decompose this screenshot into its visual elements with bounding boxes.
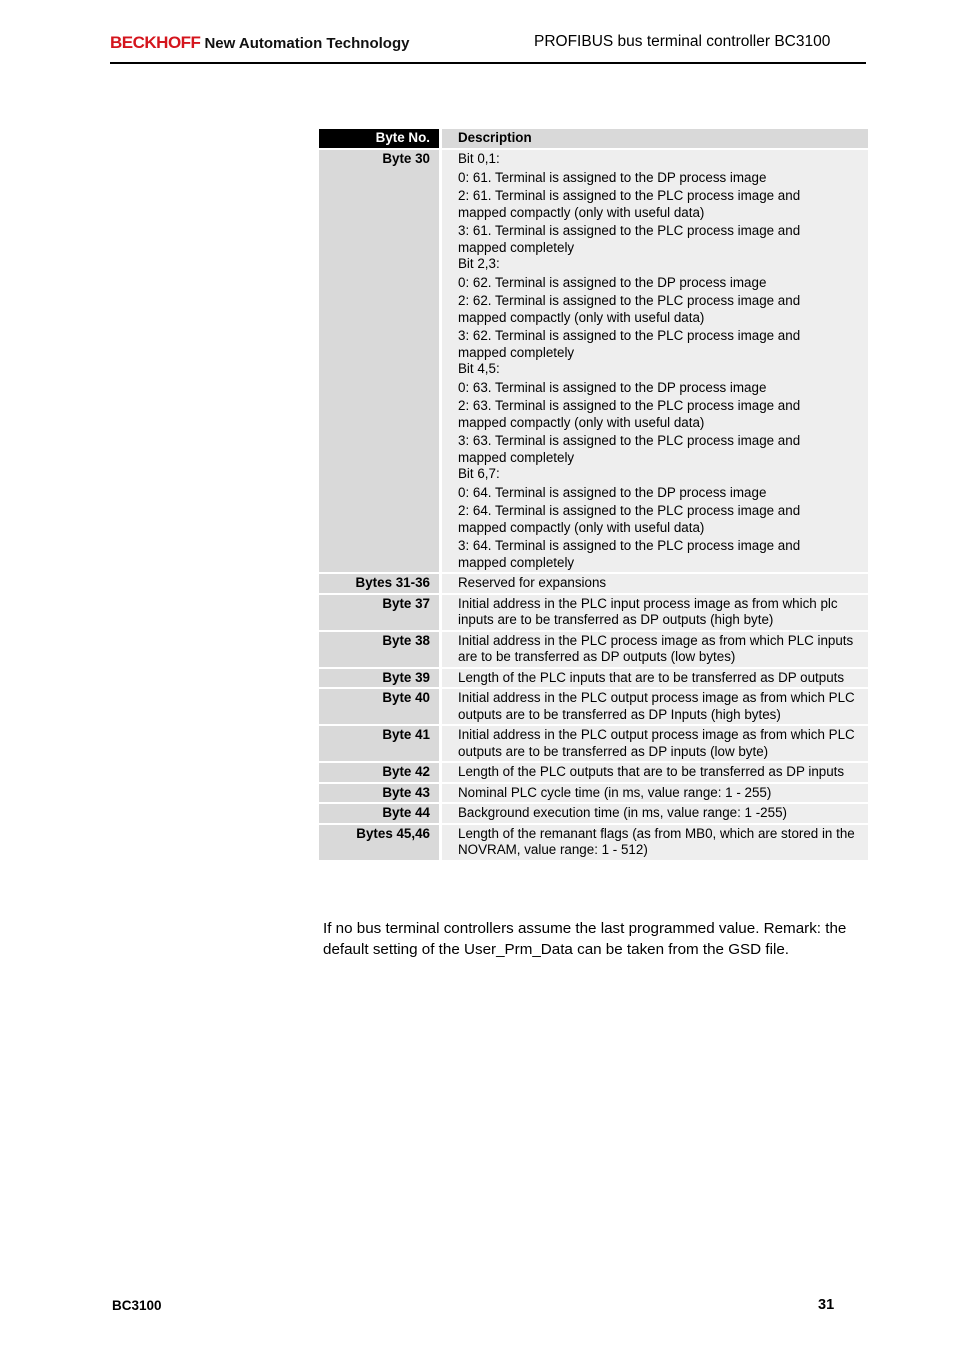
byte-cell: Byte 30: [319, 150, 439, 572]
description-cell: Initial address in the PLC input process image as from which plc inputs are to be transferred as DP outputs (high byte): [442, 595, 868, 630]
description-line: 3: 61. Terminal is assigned to the PLC process image and: [458, 223, 801, 238]
table-row: [319, 763, 868, 782]
description-cell: Reserved for expansions: [442, 574, 868, 593]
description-cell: Initial address in the PLC output process image as from which PLC outputs are to be transferred as DP inputs (low byte): [442, 726, 868, 761]
description-line: mapped completely: [458, 554, 575, 570]
column-header-description: Description: [442, 129, 868, 148]
remark-paragraph: If no bus terminal controllers assume the last programmed value. Remark: the default setting of the User_Prm_Data can be taken from the GSD file.: [323, 920, 847, 958]
byte-cell: Byte 42: [319, 763, 439, 782]
description-line: Bit 4,5:: [458, 361, 500, 376]
byte-cell: Byte 39: [319, 669, 439, 688]
table-row: [319, 784, 868, 803]
table-row: [319, 574, 868, 593]
description-cell: Length of the PLC outputs that are to be transferred as DP inputs: [442, 763, 868, 782]
byte-cell: Byte 40: [319, 689, 439, 724]
description-cell: Length of the remanant flags (as from MB0, which are stored in the NOVRAM, value range: 1 - 512): [442, 825, 868, 860]
description-line: 3: 62. Terminal is assigned to the PLC process image and: [458, 328, 801, 343]
byte-cell: Byte 43: [319, 784, 439, 803]
document-title: PROFIBUS bus terminal controller BC3100: [534, 33, 831, 50]
description-line: Bit 6,7:: [458, 466, 500, 481]
table-header-row: [319, 129, 868, 148]
description-line: 2: 62. Terminal is assigned to the PLC process image and: [458, 293, 801, 308]
description-line: mapped completely: [458, 239, 575, 255]
byte-cell: Bytes 45,46: [319, 825, 439, 860]
description-line: 0: 63. Terminal is assigned to the DP process image: [458, 379, 767, 395]
description-cell: Initial address in the PLC process image as from which PLC inputs are to be transferred as DP outputs (low bytes): [442, 632, 868, 667]
description-line: mapped compactly (only with useful data): [458, 309, 705, 325]
description-line: mapped completely: [458, 344, 575, 360]
table-row: [319, 804, 868, 823]
description-line: 3: 63. Terminal is assigned to the PLC process image and: [458, 433, 801, 448]
description-line: mapped compactly (only with useful data): [458, 204, 705, 220]
description-cell: Length of the PLC inputs that are to be transferred as DP outputs: [442, 669, 868, 688]
description-cell: Nominal PLC cycle time (in ms, value range: 1 - 255): [442, 784, 868, 803]
description-line: 3: 64. Terminal is assigned to the PLC process image and: [458, 538, 801, 553]
description-line: mapped completely: [458, 449, 575, 465]
byte-cell: Byte 37: [319, 595, 439, 630]
description-cell: [442, 150, 868, 572]
byte-cell: Byte 38: [319, 632, 439, 667]
description-line: 0: 61. Terminal is assigned to the DP process image: [458, 169, 767, 185]
description-line: Bit 2,3:: [458, 256, 500, 271]
byte-cell: Byte 41: [319, 726, 439, 761]
description-line: 0: 64. Terminal is assigned to the DP process image: [458, 484, 767, 500]
description-cell: Background execution time (in ms, value range: 1 -255): [442, 804, 868, 823]
beckhoff-logo: [110, 33, 409, 53]
page-header: [110, 28, 866, 64]
byte-cell: Bytes 31-36: [319, 574, 439, 593]
description-line: 0: 62. Terminal is assigned to the DP process image: [458, 274, 767, 290]
description-line: 2: 61. Terminal is assigned to the PLC process image and: [458, 188, 801, 203]
table-row: [319, 825, 868, 860]
footer-page-number: 31: [818, 1297, 835, 1313]
parameter-table: [319, 127, 868, 862]
description-line: 2: 64. Terminal is assigned to the PLC process image and: [458, 503, 801, 518]
byte-cell: Byte 44: [319, 804, 439, 823]
table-row: [319, 150, 868, 572]
description-cell: Initial address in the PLC output process image as from which PLC outputs are to be transferred as DP Inputs (high bytes): [442, 689, 868, 724]
table-row: [319, 689, 868, 724]
table-row: [319, 632, 868, 667]
description-line: mapped compactly (only with useful data): [458, 519, 705, 535]
table-row: [319, 726, 868, 761]
footer-document-name: BC3100: [112, 1298, 162, 1313]
column-header-byte: Byte No.: [319, 129, 439, 148]
logo-brand: BECKHOFF: [110, 33, 201, 52]
table-row: [319, 595, 868, 630]
description-line: 2: 63. Terminal is assigned to the PLC process image and: [458, 398, 801, 413]
description-line: mapped compactly (only with useful data): [458, 414, 705, 430]
table-row: [319, 669, 868, 688]
logo-tagline: New Automation Technology: [204, 35, 410, 52]
description-line: Bit 0,1:: [458, 151, 500, 166]
